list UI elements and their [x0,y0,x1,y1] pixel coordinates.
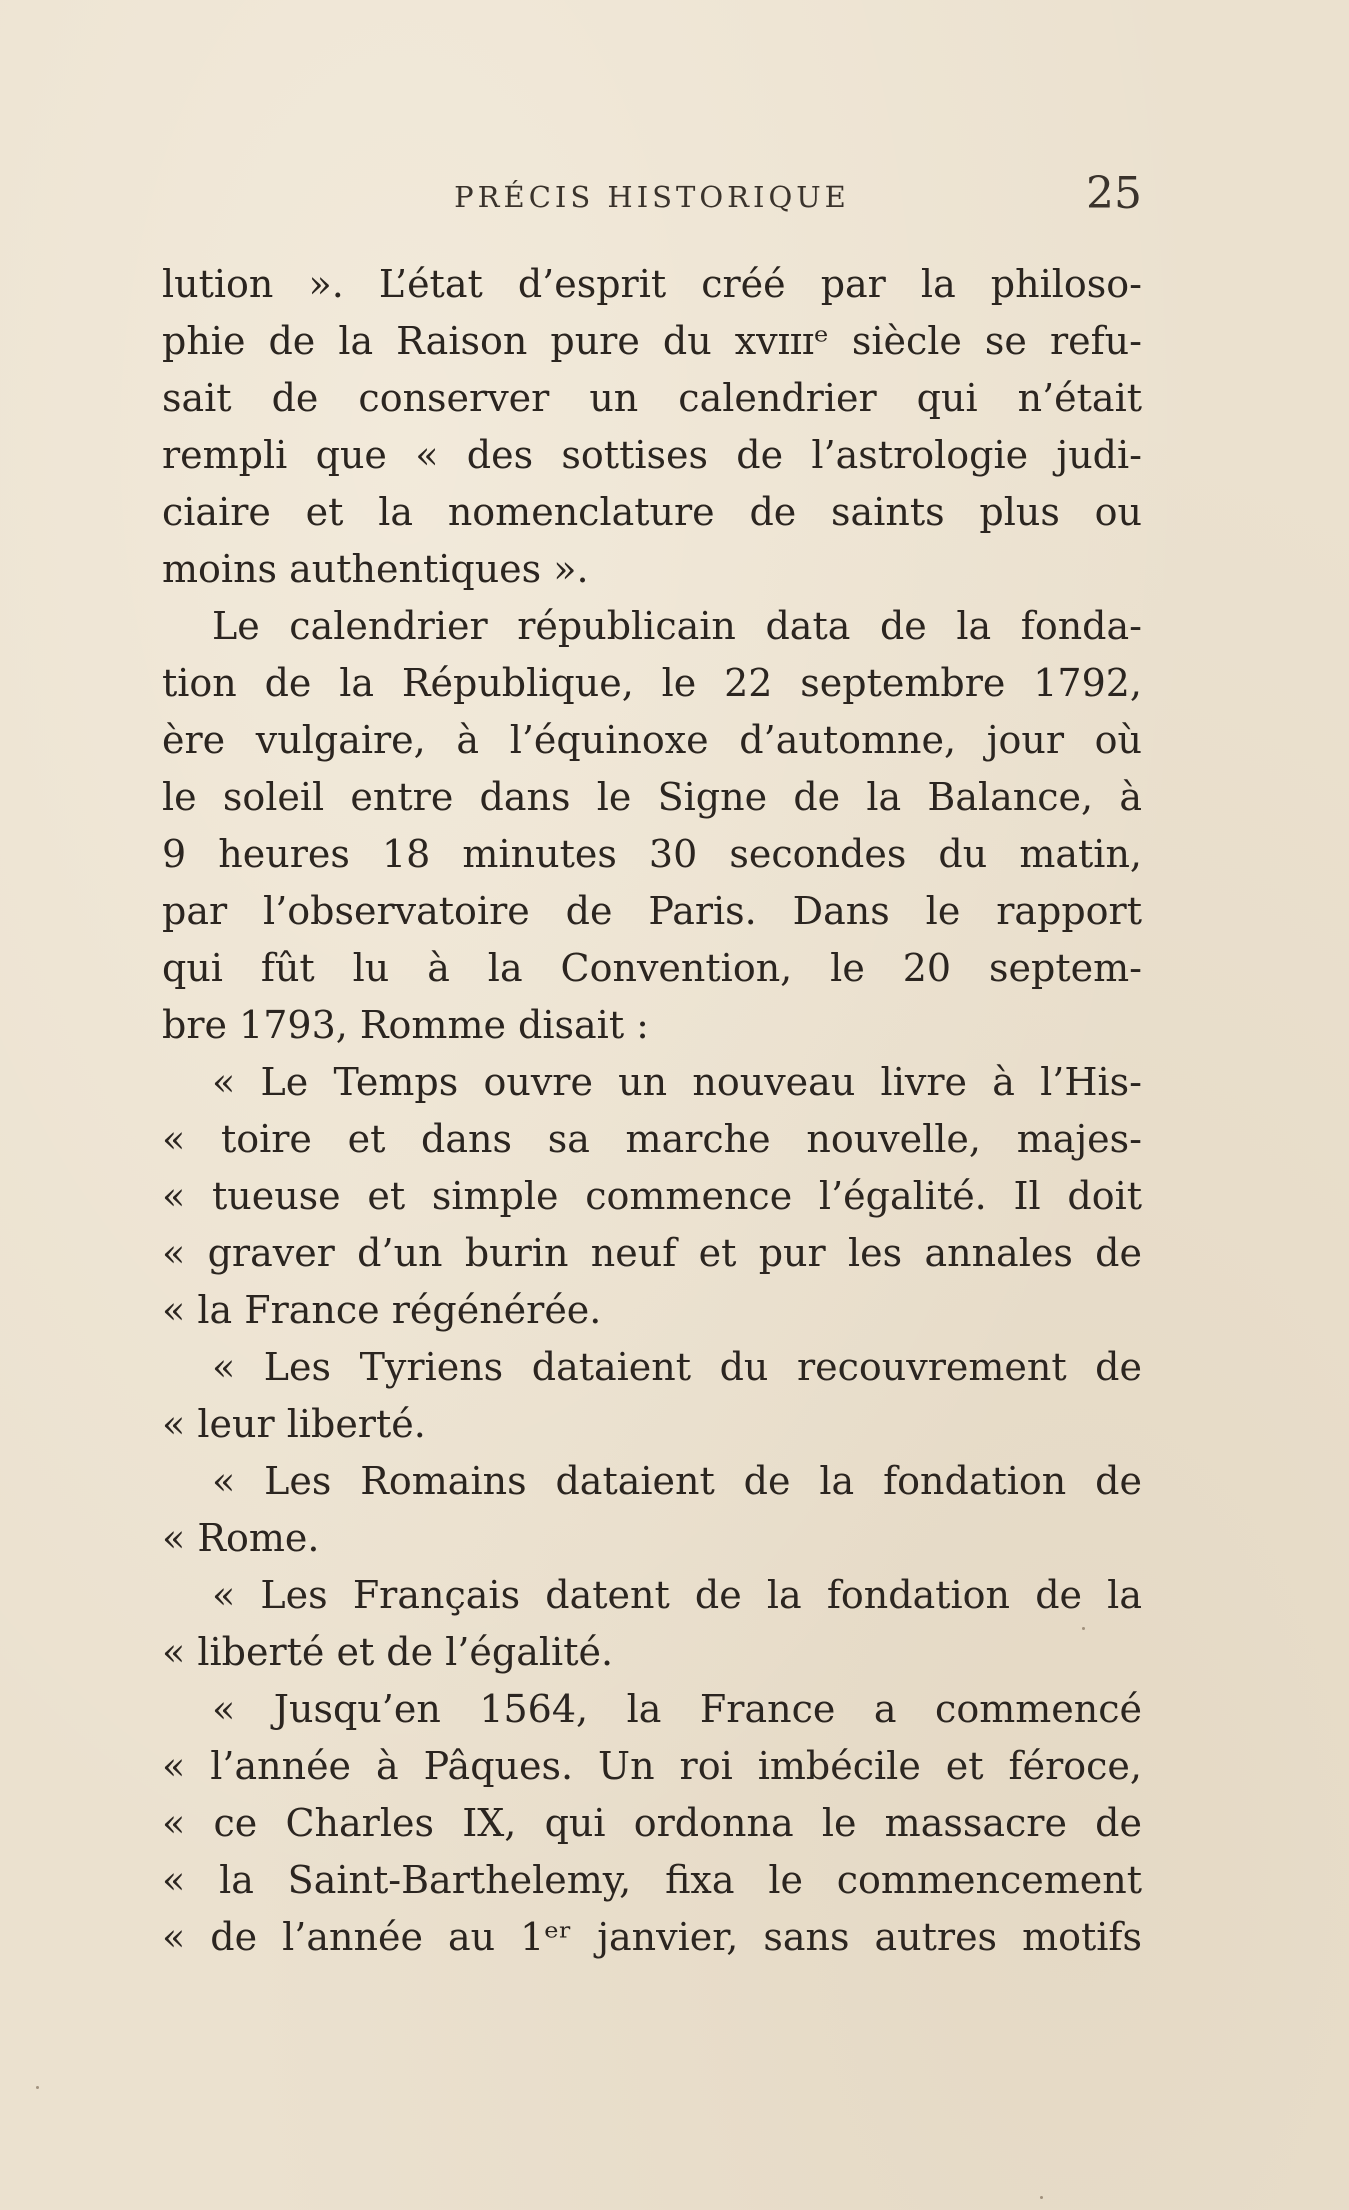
text-line: « de l’année au 1ᵉʳ janvier, sans autres motifs [162,1915,1142,1959]
text-line: « graver d’un burin neuf et pur les annales de [162,1231,1142,1275]
running-title: PRÉCIS HISTORIQUE [454,180,850,214]
paper-speck [1082,1627,1085,1630]
text-line: « la Saint-Barthelemy, fixa le commencement [162,1858,1142,1902]
text-line: « ce Charles IX, qui ordonna le massacre de [162,1801,1142,1845]
page-number: 25 [1086,168,1142,219]
text-line: moins authentiques ». [162,547,589,591]
text-line: lution ». L’état d’esprit créé par la philoso- [162,262,1142,306]
running-head [162,168,1142,228]
text-line: qui fût lu à la Convention, le 20 septem- [162,946,1142,990]
text-line: « Les Romains dataient de la fondation de [212,1459,1142,1503]
text-line: ciaire et la nomenclature de saints plus ou [162,490,1142,534]
text-line: rempli que « des sottises de l’astrologie judi- [162,433,1142,477]
text-line: 9 heures 18 minutes 30 secondes du matin, [162,832,1142,876]
text-line: « l’année à Pâques. Un roi imbécile et féroce, [162,1744,1142,1788]
text-line: tion de la République, le 22 septembre 1792, [162,661,1142,705]
text-line: « la France régénérée. [162,1288,602,1332]
text-line: « Rome. [162,1516,320,1560]
text-line: sait de conserver un calendrier qui n’était [162,376,1142,420]
text-line: ère vulgaire, à l’équinoxe d’automne, jour où [162,718,1142,762]
paper-speck [36,2086,39,2089]
text-line: Le calendrier républicain data de la fonda- [212,604,1142,648]
text-line: « Le Temps ouvre un nouveau livre à l’His- [212,1060,1142,1104]
body-text [162,256,1142,1966]
text-line: « Les Tyriens dataient du recouvrement de [212,1345,1142,1389]
text-line: par l’observatoire de Paris. Dans le rapport [162,889,1142,933]
paper-speck [1040,2196,1043,2199]
text-line: « tueuse et simple commence l’égalité. Il doit [162,1174,1142,1218]
text-line: bre 1793, Romme disait : [162,1003,649,1047]
text-line: « liberté et de l’égalité. [162,1630,614,1674]
text-line: « toire et dans sa marche nouvelle, majes- [162,1117,1142,1161]
text-line: « Les Français datent de la fondation de la [212,1573,1142,1617]
text-line: « leur liberté. [162,1402,426,1446]
text-line: « Jusqu’en 1564, la France a commencé [212,1687,1142,1731]
text-line: phie de la Raison pure du xvɪɪɪᵉ siècle se refu- [162,319,1142,363]
text-line: le soleil entre dans le Signe de la Balance, à [162,775,1142,819]
